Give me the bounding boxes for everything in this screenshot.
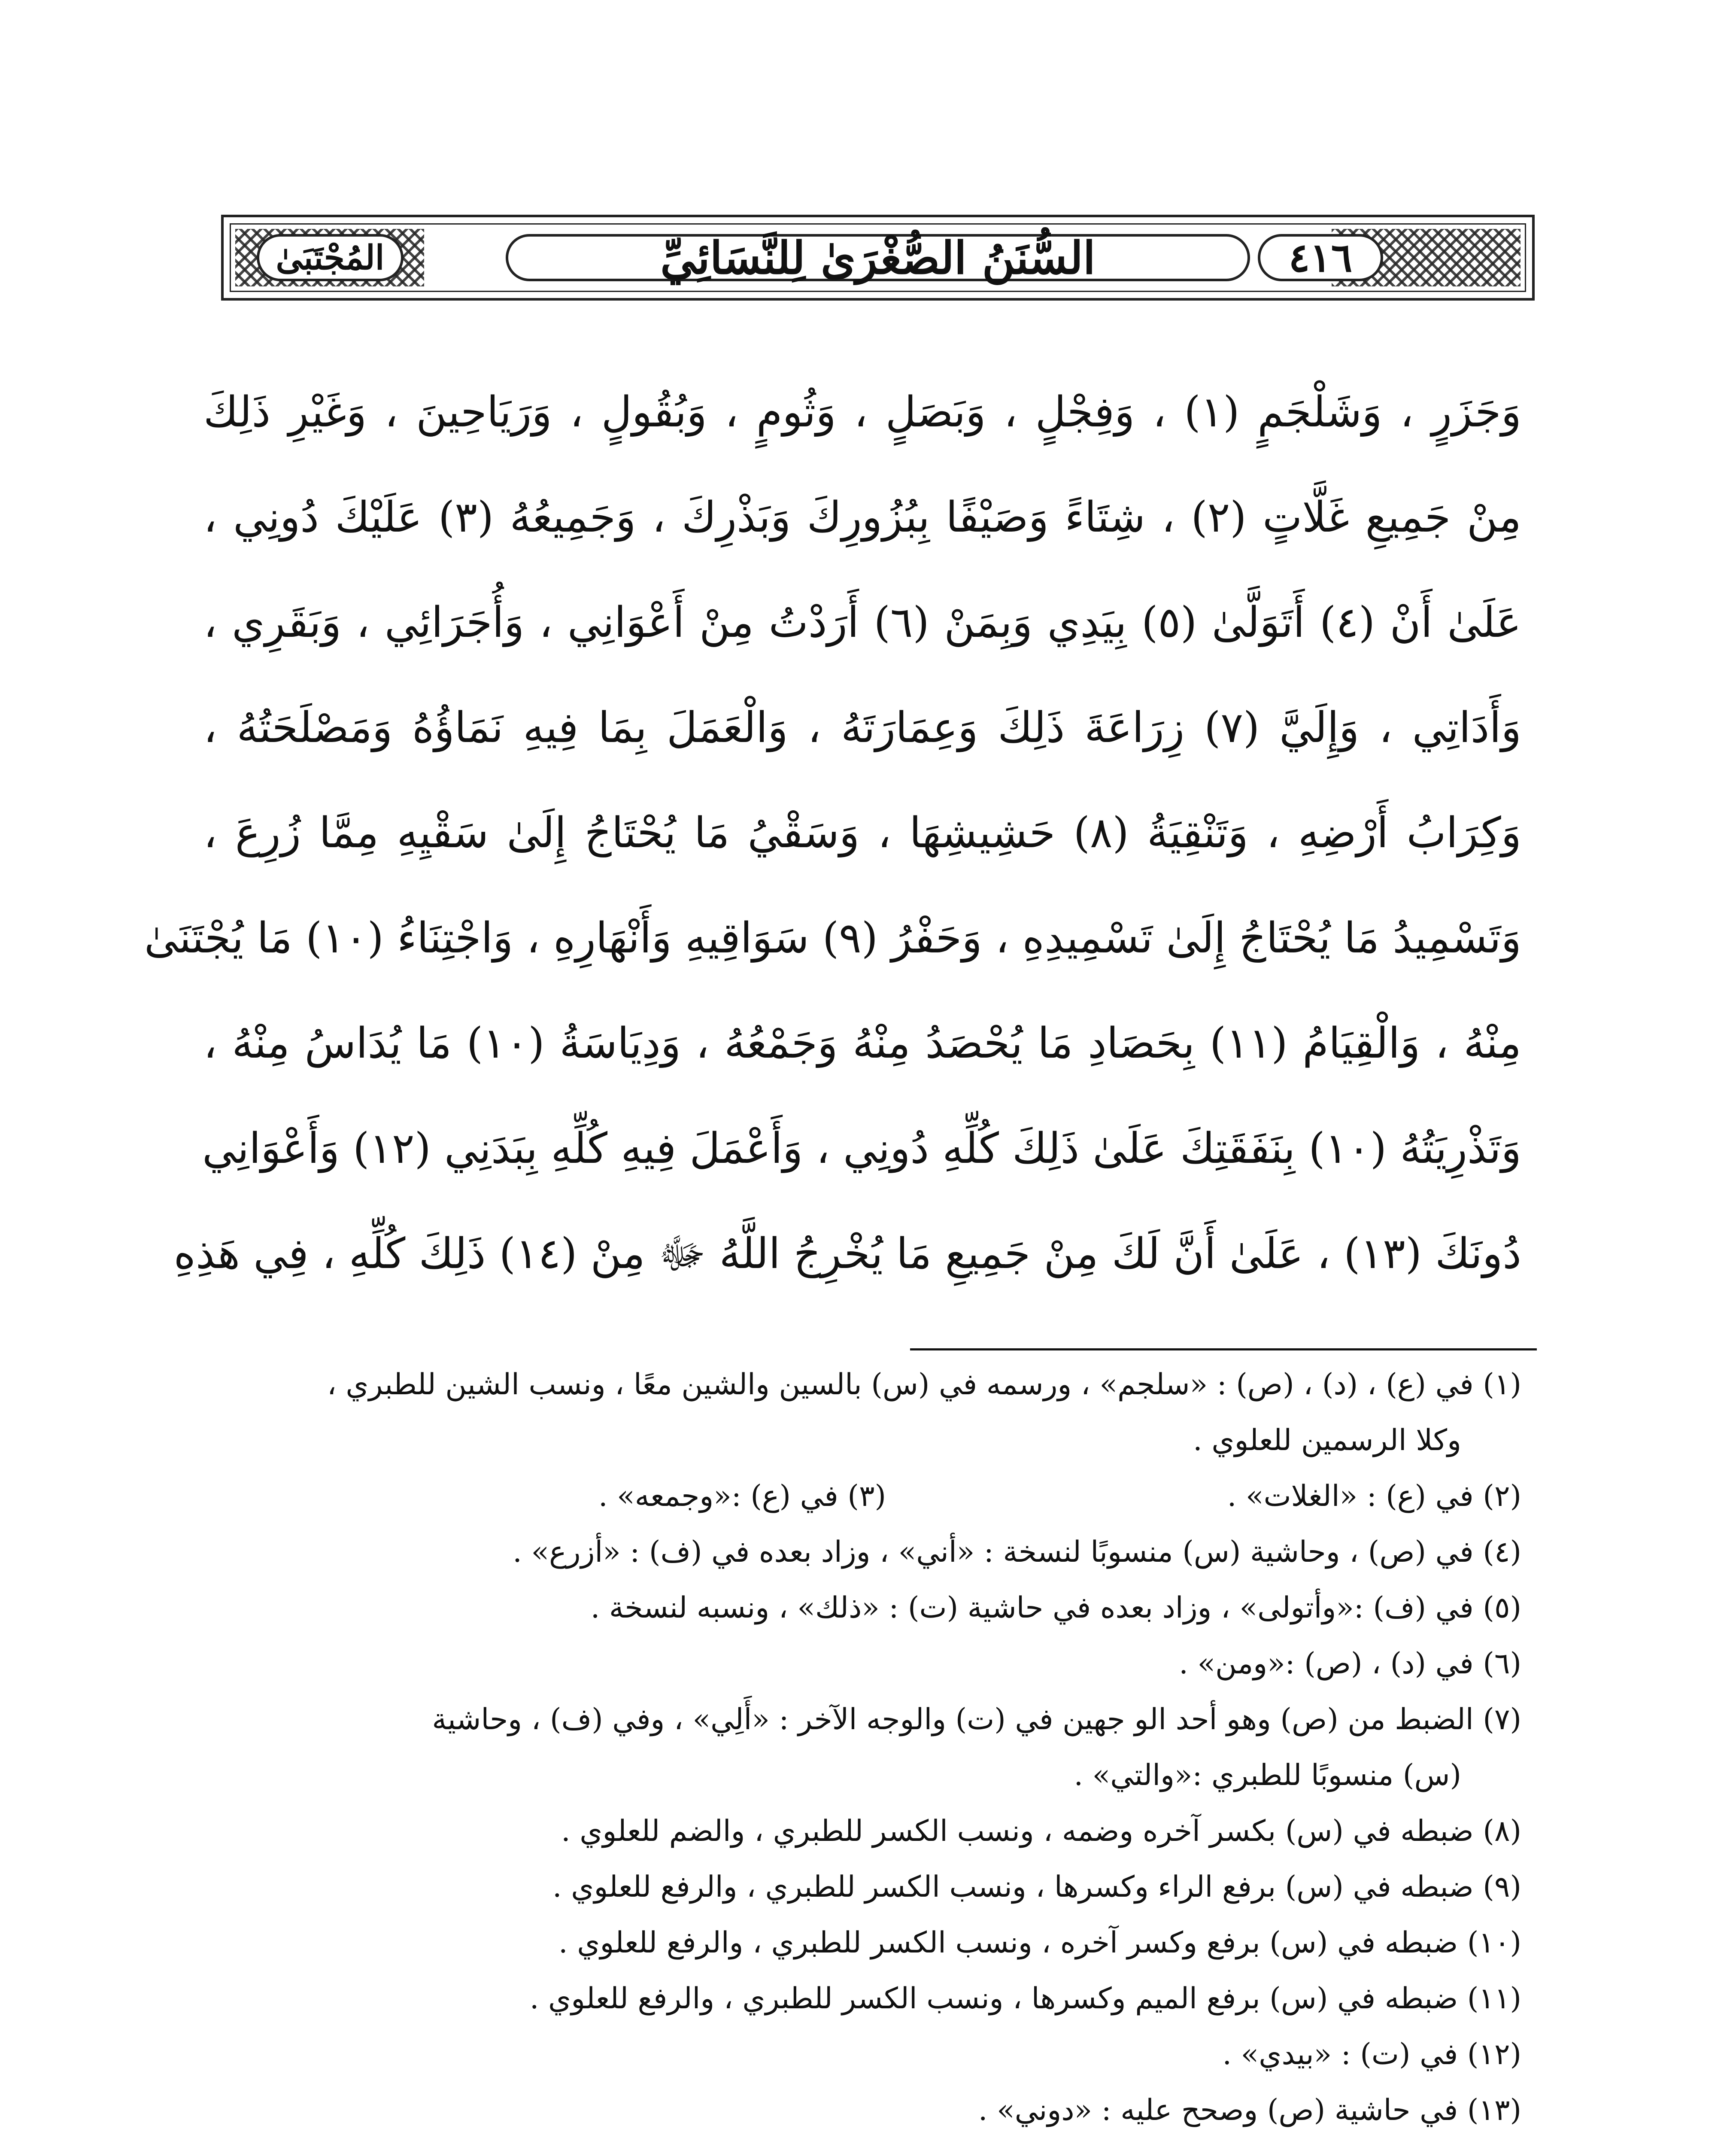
footnote: (٧) الضبط من (ص) وهو أحد الو جهين في (ت) والوجه الآخر : «أَلِي» ، وفي (ف) ، وحاشية (432, 1703, 1521, 1736)
main-text-line: وَتَذْرِيَتُهُ (١٠) بِنَفَقَتِكَ عَلَىٰ ذَلِكَ كُلِّهِ دُونِي ، وَأَعْمَلَ فِيهِ كُلِّهِ بِبَدَنِي (١٢) وَأَعْوَانِي (202, 1124, 1521, 1173)
footnote: (٦) في (د) ، (ص) :«ومن» . (1179, 1647, 1521, 1681)
footnote: (١٢) في (ت) : «بيدي» . (1222, 2038, 1521, 2071)
footnote: (٩) ضبطه في (س) برفع الراء وكسرها ، ونسب الكسر للطبري ، والرفع للعلوي . (552, 1870, 1521, 1904)
header-frame (230, 223, 1526, 292)
main-text-line: مِنْهُ ، وَالْقِيَامُ (١١) بِحَصَادِ مَا يُحْصَدُ مِنْهُ وَجَمْعُهُ ، وَدِيَاسَةُ (١٠) مَا يُدَاسُ مِنْهُ ، (203, 1019, 1521, 1068)
footnote-divider (910, 1348, 1537, 1350)
main-text-line: وَجَزَرٍ ، وَشَلْجَمٍ (١) ، وَفِجْلٍ ، وَبَصَلٍ ، وَثُومٍ ، وَبُقُولٍ ، وَرَيَاحِينَ ، وَغَيْرِ ذَلِكَ (203, 388, 1521, 437)
footnote: (٤) في (ص) ، وحاشية (س) منسوبًا لنسخة : «أني» ، وزاد بعده في (ف) : «أزرع» . (513, 1535, 1521, 1569)
main-text-line: وَتَسْمِيدُ مَا يُحْتَاجُ إِلَىٰ تَسْمِيدِهِ ، وَحَفْرُ (٩) سَوَاقِيهِ وَأَنْهَارِهِ ، وَاجْتِنَاءُ (١٠) مَا يُجْتَنَىٰ (144, 914, 1521, 963)
main-text-line: دُونَكَ (١٣) ، عَلَىٰ أَنَّ لَكَ مِنْ جَمِيعِ مَا يُخْرِجُ اللَّهُ ﷻ مِنْ (١٤) ذَلِكَ كُلِّهِ ، فِي هَذِهِ (173, 1229, 1521, 1278)
footnote: (٨) ضبطه في (س) بكسر آخره وضمه ، ونسب الكسر للطبري ، والضم للعلوي . (561, 1814, 1521, 1848)
footnote: (١١) ضبطه في (س) برفع الميم وكسرها ، ونسب الكسر للطبري ، والرفع للعلوي . (529, 1982, 1521, 2016)
main-text-line: وَكِرَابُ أَرْضِهِ ، وَتَنْقِيَةُ (٨) حَشِيشِهَا ، وَسَقْيُ مَا يُحْتَاجُ إِلَىٰ سَقْيِهِ مِمَّا زُرِعَ ، (203, 809, 1521, 858)
footnote: (٢) في (ع) : «الغلات» . (1227, 1479, 1521, 1513)
footnote: (١) في (ع) ، (د) ، (ص) : «سلجم» ، ورسمه في (س) بالسين والشين معًا ، ونسب الشين للطبري ، (327, 1368, 1521, 1402)
main-text-line: وَأَدَاتِي ، وَإِلَيَّ (٧) زِرَاعَةَ ذَلِكَ وَعِمَارَتَهُ ، وَالْعَمَلَ بِمَا فِيهِ نَمَاؤُهُ وَمَصْلَحَتُهُ ، (203, 703, 1522, 752)
book-tag: المُجْتَبَىٰ (257, 234, 404, 281)
footnote: (٣) في (ع) :«وجمعه» . (598, 1479, 886, 1513)
page-number: ٤١٦ (1258, 234, 1383, 281)
footnote: (٥) في (ف) :«وأتولى» ، وزاد بعده في حاشية (ت) : «ذلك» ، ونسبه لنسخة . (590, 1591, 1521, 1625)
running-title: السُّنَنُ الصُّغْرَىٰ لِلنَّسَائِيِّ (506, 234, 1250, 281)
main-text-line: عَلَىٰ أَنْ (٤) أَتَوَلَّىٰ (٥) بِيَدِي وَبِمَنْ (٦) أَرَدْتُ مِنْ أَعْوَانِي ، وَأُجَرَائِي ، وَبَقَرِي ، (203, 598, 1521, 647)
footnote-continuation: (س) منسوبًا للطبري :«والتي» . (1074, 1758, 1461, 1792)
main-text-line: مِنْ جَمِيعِ غَلَّاتٍ (٢) ، شِتَاءً وَصَيْفًا بِبُزُورِكَ وَبَذْرِكَ ، وَجَمِيعُهُ (٣) عَلَيْكَ دُونِي ، (203, 493, 1522, 542)
page-header (221, 215, 1535, 301)
footnote-continuation: وكلا الرسمين للعلوي . (1193, 1423, 1461, 1457)
footnote: (١٠) ضبطه في (س) برفع وكسر آخره ، ونسب الكسر للطبري ، والرفع للعلوي . (558, 1926, 1521, 1960)
footnote: (١٣) في حاشية (ص) وصحح عليه : «دوني» . (978, 2093, 1521, 2127)
footnote (191, 2141, 1521, 2147)
